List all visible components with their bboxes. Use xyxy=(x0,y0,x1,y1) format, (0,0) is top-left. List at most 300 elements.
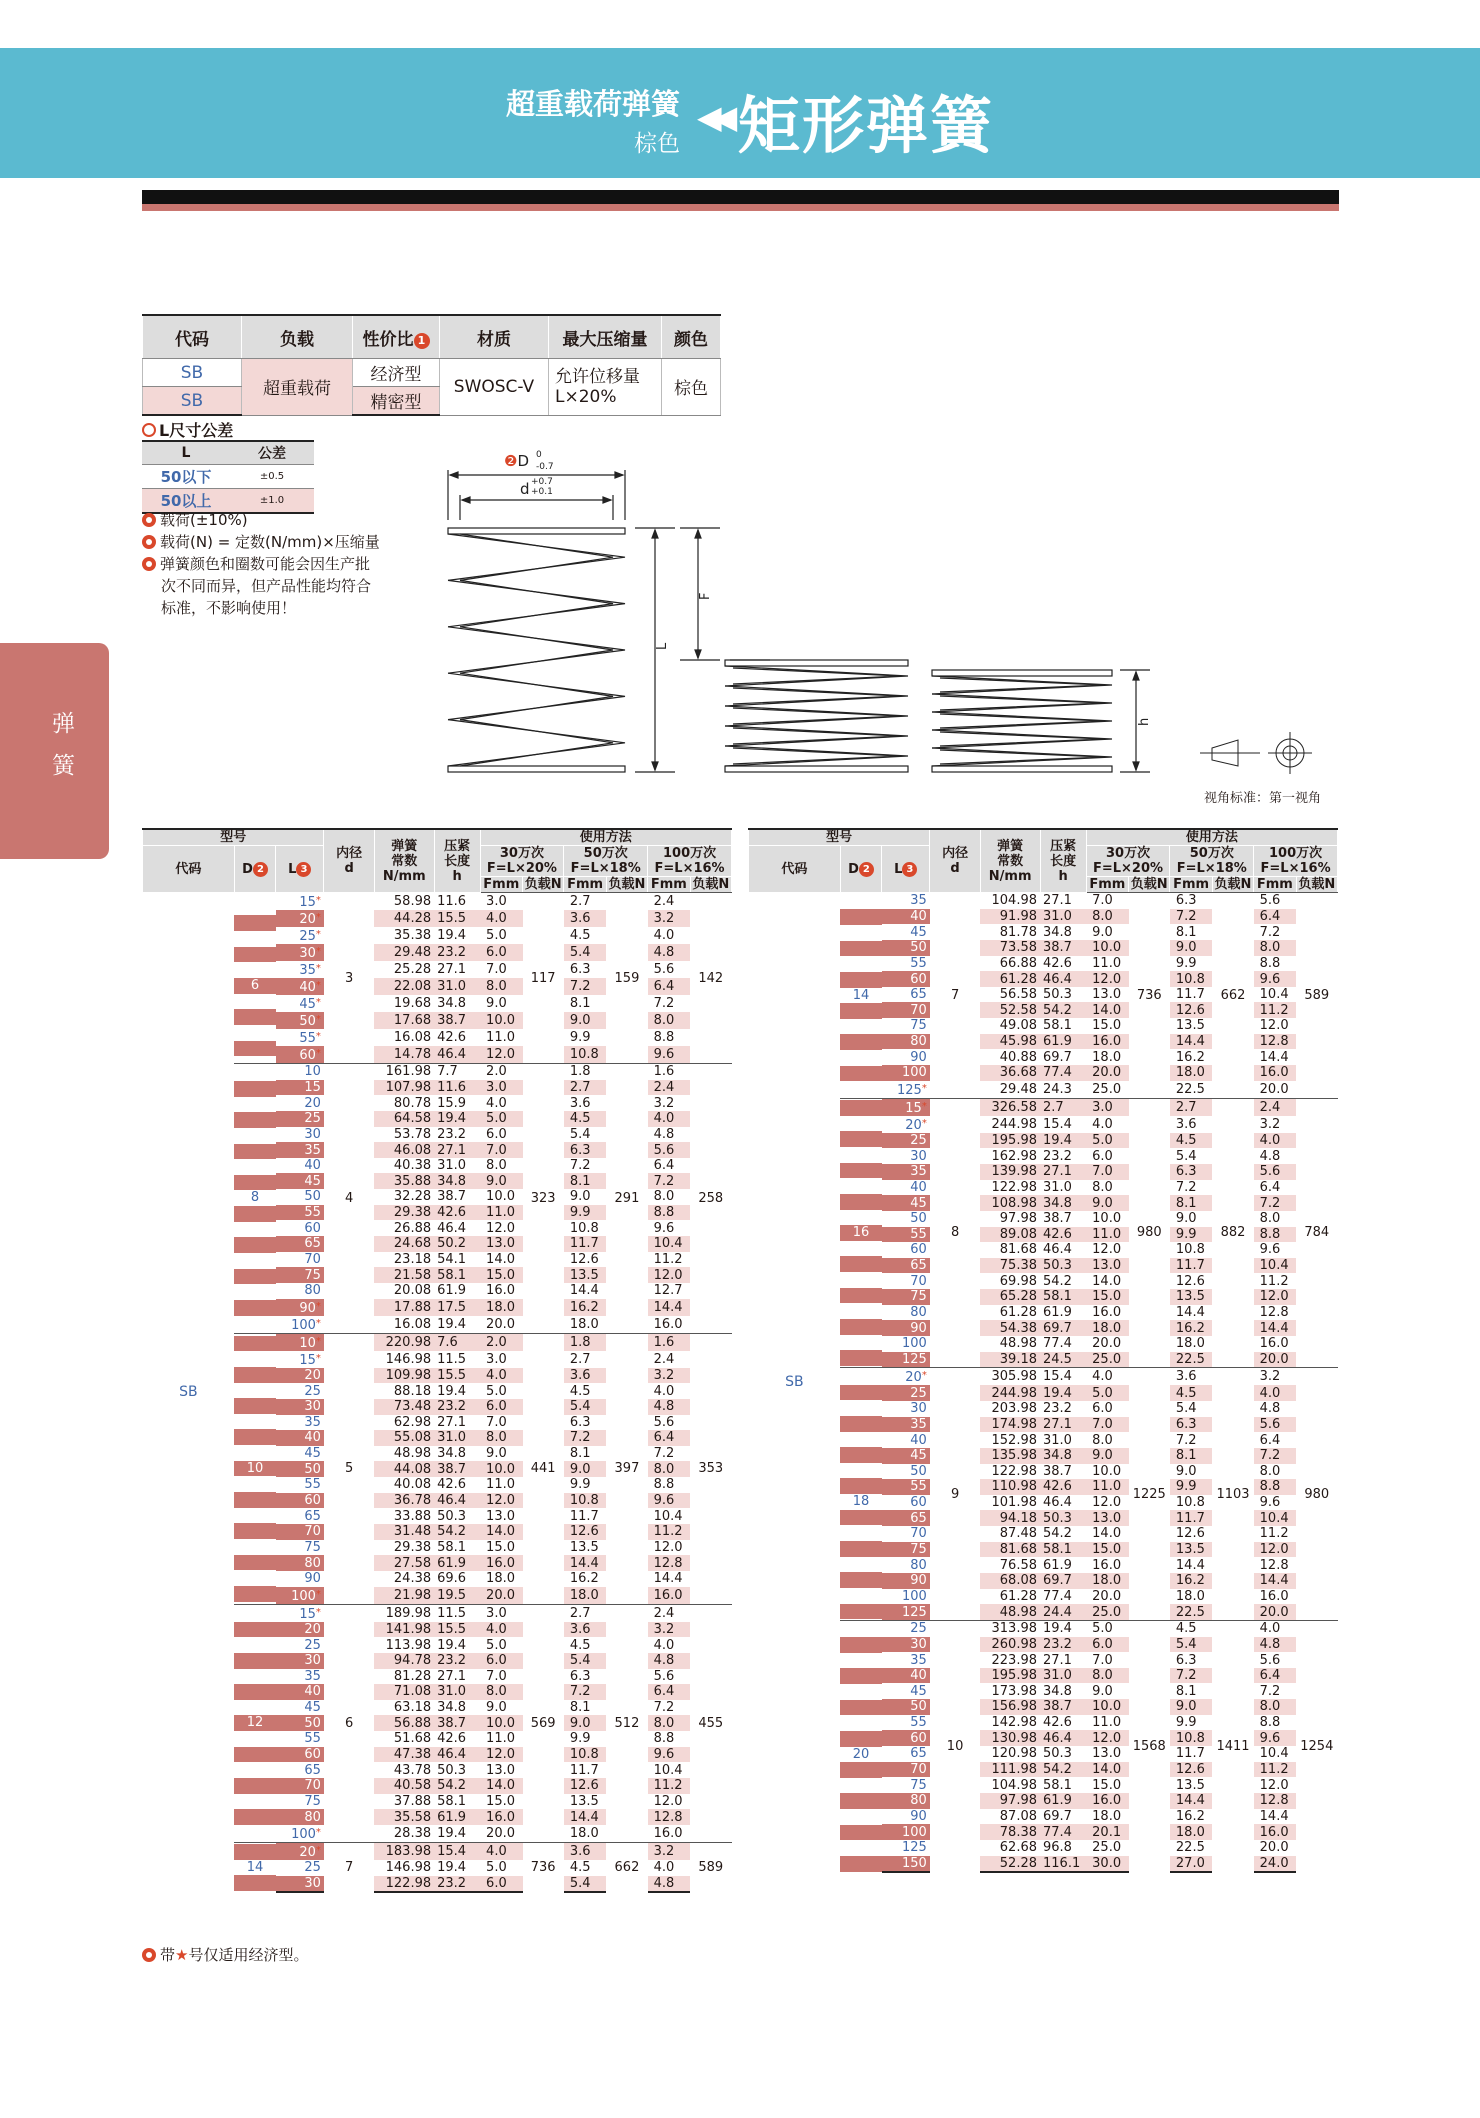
cell-fmm-300k: 13.0 xyxy=(480,1236,522,1252)
cell-L: 65 xyxy=(882,1258,930,1274)
cell-fmm-1m: 6.4 xyxy=(653,1158,675,1174)
cell-fmm-300k: 2.0 xyxy=(480,1064,522,1080)
spring-coil-line xyxy=(448,534,625,580)
cell-load-500k: 1103 xyxy=(1212,1368,1253,1621)
cell-compressed: 46.4 xyxy=(1043,1242,1072,1258)
cell-fmm-300k: 25.0 xyxy=(1092,1840,1122,1856)
cell-compressed: 46.4 xyxy=(437,1220,467,1236)
cell-fmm-300k: 6.0 xyxy=(486,1126,507,1142)
th-fmm: Fmm xyxy=(1170,877,1212,893)
cell-fmm-500k: 16.2 xyxy=(564,1299,606,1316)
cell-fmm-1m: 4.0 xyxy=(653,1383,675,1399)
cell-L: 25 xyxy=(882,1133,930,1149)
cell-L: 15* xyxy=(276,893,324,911)
cell-fmm-500k: 9.9 xyxy=(1170,1479,1212,1495)
th-compressed-length: 压紧 长度 h xyxy=(1040,829,1086,893)
cell-fmm-1m: 10.4 xyxy=(1259,987,1289,1003)
drawing-F-label: F xyxy=(698,592,713,600)
badge-1-icon: 1 xyxy=(414,333,430,349)
cell-fmm-500k: 9.9 xyxy=(1175,1715,1197,1731)
cell-load-500k: 397 xyxy=(606,1333,647,1604)
cell-L: 35 xyxy=(882,893,930,909)
cell-constant: 122.98 xyxy=(991,1179,1037,1195)
cell-fmm-500k: 16.2 xyxy=(1175,1808,1205,1824)
cell-fmm-1m: 16.0 xyxy=(1254,1824,1296,1840)
cell-load-300k: 736 xyxy=(1129,893,1170,1099)
cell-L: 15 xyxy=(276,1080,324,1096)
cell-fmm-1m: 16.0 xyxy=(653,1316,683,1332)
cell-fmm-500k: 18.0 xyxy=(1170,1824,1212,1840)
cell-compressed: 69.7 xyxy=(1043,1049,1072,1065)
cell-fmm-300k: 13.0 xyxy=(1092,987,1122,1003)
cell-L: 70 xyxy=(882,1002,930,1018)
cell-fmm-1m: 12.8 xyxy=(1254,1793,1296,1809)
cell-compressed: 15.5 xyxy=(434,910,480,927)
cell-fmm-1m: 10.4 xyxy=(1254,1258,1296,1274)
cell-fmm-1m: 6.4 xyxy=(1259,1179,1281,1195)
drawing-d-tol-bot: +0.1 xyxy=(531,487,553,497)
th-inner: 内径 d xyxy=(930,829,981,893)
cell-fmm-300k: 3.0 xyxy=(480,893,522,911)
cell-L: 50 xyxy=(276,1461,324,1477)
cell-fmm-500k: 13.5 xyxy=(1170,1289,1212,1305)
cell-constant: 61.28 xyxy=(980,971,1040,987)
cell-load-1m: 980 xyxy=(1296,1368,1337,1621)
cell-L: 70 xyxy=(910,1273,927,1289)
th-L: L 3 xyxy=(276,846,324,893)
cell-fmm-300k: 4.0 xyxy=(480,1368,522,1384)
cell-L: 80 xyxy=(882,1034,930,1050)
cell-compressed: 50.3 xyxy=(1043,987,1072,1003)
cell-fmm-300k: 12.0 xyxy=(480,1493,522,1509)
header-subtitle-2: 棕色 xyxy=(634,131,680,157)
view-standard: 视角标准：第一视角 xyxy=(1204,791,1322,806)
cell-constant: 56.58 xyxy=(999,987,1037,1003)
cell-L: 20* xyxy=(882,1368,930,1386)
cell-compressed: 34.8 xyxy=(1040,1195,1086,1211)
spring-coil-line xyxy=(460,673,613,719)
cell-fmm-300k: 18.0 xyxy=(486,1571,515,1587)
spring-coil-line xyxy=(460,534,613,580)
cell-fmm-500k: 18.0 xyxy=(564,1587,606,1605)
cell-fmm-500k: 8.1 xyxy=(1175,924,1197,940)
cell-compressed: 24.3 xyxy=(1043,1081,1072,1097)
cell-constant: 65.28 xyxy=(980,1289,1040,1305)
cell-compressed: 19.4 xyxy=(437,928,467,943)
cell-fmm-1m: 11.2 xyxy=(648,1524,690,1540)
cell-fmm-1m: 8.0 xyxy=(648,1012,690,1029)
cell-fmm-300k: 8.0 xyxy=(480,978,522,995)
cell-fmm-300k: 4.0 xyxy=(480,1622,522,1638)
cell-fmm-300k: 9.0 xyxy=(1092,1683,1113,1699)
cell-L: 35 xyxy=(910,1652,927,1668)
cell-compressed: 42.6 xyxy=(437,1030,467,1045)
cell-fmm-500k: 8.1 xyxy=(569,1446,591,1462)
cell-fmm-300k: 4.0 xyxy=(486,1095,507,1111)
spec-color: 棕色 xyxy=(662,359,721,416)
cell-fmm-300k: 14.0 xyxy=(1086,1002,1128,1018)
cell-fmm-1m: 5.6 xyxy=(1259,1652,1281,1668)
cell-fmm-300k: 10.0 xyxy=(480,1461,522,1477)
cell-fmm-1m: 2.4 xyxy=(1254,1098,1296,1116)
cell-fmm-300k: 12.0 xyxy=(1086,971,1128,987)
cell-constant: 36.68 xyxy=(980,1065,1040,1081)
cell-constant: 21.58 xyxy=(374,1267,434,1283)
cell-fmm-300k: 6.0 xyxy=(1092,1148,1113,1164)
cell-compressed: 58.1 xyxy=(1043,1777,1072,1793)
cell-fmm-500k: 5.4 xyxy=(1175,1401,1197,1417)
cell-load-1m: 589 xyxy=(690,1842,731,1892)
cell-fmm-500k: 13.5 xyxy=(569,1539,599,1555)
cell-fmm-300k: 7.0 xyxy=(1086,1164,1128,1180)
header-subtitle-1: 超重载荷弹簧 xyxy=(505,87,680,121)
cell-D: 14 xyxy=(234,1842,275,1892)
cell-fmm-1m: 1.6 xyxy=(648,1064,690,1080)
cell-fmm-300k: 12.0 xyxy=(1092,1495,1122,1511)
th-load: 负载N xyxy=(523,877,564,893)
cell-fmm-1m: 16.0 xyxy=(1259,1336,1289,1352)
cell-compressed: 69.6 xyxy=(437,1571,467,1587)
cell-L: 100 xyxy=(882,1824,930,1840)
th-300k: 30万次 F=L×20% xyxy=(480,846,564,877)
cell-fmm-1m: 12.0 xyxy=(1254,1289,1296,1305)
cell-fmm-500k: 2.7 xyxy=(564,1604,606,1622)
cell-compressed: 31.0 xyxy=(434,1684,480,1700)
cell-L: 150 xyxy=(882,1856,930,1873)
cell-L: 55* xyxy=(299,1031,321,1046)
side-tab xyxy=(0,643,109,859)
cell-compressed: 50.3 xyxy=(1040,1510,1086,1526)
cell-fmm-500k: 8.1 xyxy=(1175,1683,1197,1699)
cell-fmm-500k: 9.9 xyxy=(569,1477,591,1493)
cell-compressed: 31.0 xyxy=(434,1430,480,1446)
cell-constant: 25.28 xyxy=(393,962,432,977)
tolerance-table xyxy=(142,440,314,514)
cell-constant: 104.98 xyxy=(980,893,1040,909)
cell-compressed: 58.1 xyxy=(437,1539,467,1555)
footnote xyxy=(142,1944,308,1965)
cell-fmm-500k: 10.8 xyxy=(564,1493,606,1509)
cell-fmm-300k: 16.0 xyxy=(1092,1305,1122,1321)
cell-fmm-300k: 13.0 xyxy=(486,1762,515,1778)
cell-fmm-300k: 16.0 xyxy=(486,1283,515,1299)
cell-L: 75 xyxy=(910,1777,927,1793)
cell-compressed: 46.4 xyxy=(434,1046,480,1064)
cell-compressed: 77.4 xyxy=(1043,1588,1072,1604)
cell-fmm-500k: 6.3 xyxy=(1170,893,1212,909)
th-inner: 内径 d xyxy=(324,829,375,893)
cell-fmm-1m: 10.4 xyxy=(653,1508,683,1524)
cell-L: 90 xyxy=(304,1571,321,1587)
spec-table xyxy=(142,314,721,416)
cell-fmm-300k: 15.0 xyxy=(480,1267,522,1283)
cell-fmm-1m: 8.0 xyxy=(648,1715,690,1731)
cell-L: 125 xyxy=(882,1604,930,1620)
cell-L: 125 xyxy=(882,1352,930,1368)
cell-L: 30 xyxy=(304,1126,321,1142)
cell-fmm-500k: 9.0 xyxy=(1170,1699,1212,1715)
cell-fmm-1m: 4.0 xyxy=(1254,1133,1296,1149)
cell-fmm-1m: 6.4 xyxy=(1254,909,1296,925)
cell-load-1m: 142 xyxy=(690,893,731,1064)
cell-constant: 107.98 xyxy=(374,1080,434,1096)
cell-constant: 174.98 xyxy=(980,1417,1040,1433)
cell-fmm-1m: 11.2 xyxy=(1254,1762,1296,1778)
cell-compressed: 19.4 xyxy=(437,1860,467,1876)
cell-fmm-300k: 11.0 xyxy=(1086,1227,1128,1243)
cell-constant: 91.98 xyxy=(980,909,1040,925)
bullet-icon xyxy=(142,557,156,571)
cell-compressed: 61.9 xyxy=(1040,1793,1086,1809)
th-load: 负载N xyxy=(606,877,647,893)
cell-L: 80 xyxy=(276,1555,324,1571)
cell-fmm-300k: 10.0 xyxy=(480,1715,522,1731)
cell-fmm-300k: 16.0 xyxy=(480,1555,522,1571)
cell-load-1m: 1254 xyxy=(1296,1620,1337,1872)
cell-compressed: 69.7 xyxy=(1040,1320,1086,1336)
cell-L: 25* xyxy=(299,929,321,944)
cell-fmm-500k: 3.6 xyxy=(564,1622,606,1638)
cell-fmm-300k: 5.0 xyxy=(486,1637,507,1653)
cell-L: 10* xyxy=(276,1333,324,1351)
cell-fmm-300k: 7.0 xyxy=(486,1668,507,1684)
cell-L: 45 xyxy=(276,1173,324,1189)
cell-compressed: 19.4 xyxy=(1040,1133,1086,1149)
table-row xyxy=(749,893,1338,909)
cell-L: 100* xyxy=(276,1587,324,1605)
cell-constant: 94.18 xyxy=(980,1510,1040,1526)
cell-L: 40 xyxy=(276,1430,324,1446)
cell-constant: 63.18 xyxy=(393,1700,432,1716)
cell-fmm-300k: 14.0 xyxy=(1086,1762,1128,1778)
cell-fmm-500k: 13.5 xyxy=(1175,1777,1205,1793)
cell-fmm-500k: 2.7 xyxy=(564,1080,606,1096)
cell-fmm-300k: 9.0 xyxy=(1092,924,1113,940)
cell-fmm-500k: 8.1 xyxy=(569,996,591,1011)
cell-constant: 260.98 xyxy=(980,1637,1040,1653)
cell-constant: 111.98 xyxy=(980,1762,1040,1778)
cell-compressed: 38.7 xyxy=(1043,1463,1072,1479)
cell-compressed: 19.4 xyxy=(1040,1385,1086,1401)
cell-fmm-500k: 8.1 xyxy=(569,1700,591,1716)
cell-fmm-500k: 2.7 xyxy=(1170,1098,1212,1116)
cell-D: 6 xyxy=(234,893,275,1064)
cell-L: 55 xyxy=(882,1479,930,1495)
cell-fmm-300k: 9.0 xyxy=(1086,1195,1128,1211)
cell-fmm-500k: 8.1 xyxy=(564,1173,606,1189)
cell-L: 20* xyxy=(276,910,324,927)
cell-constant: 108.98 xyxy=(980,1195,1040,1211)
cell-fmm-1m: 16.0 xyxy=(1259,1588,1289,1604)
cell-fmm-500k: 12.6 xyxy=(569,1252,599,1267)
cell-L: 40 xyxy=(276,1684,324,1700)
cell-constant: 22.08 xyxy=(374,978,434,995)
cell-L: 60 xyxy=(882,971,930,987)
cell-fmm-300k: 11.0 xyxy=(486,1477,515,1493)
cell-compressed: 42.6 xyxy=(1043,1715,1072,1731)
cell-constant: 44.28 xyxy=(374,910,434,927)
th-load: 负载N xyxy=(1129,877,1170,893)
cell-fmm-1m: 12.8 xyxy=(1259,1305,1289,1321)
cell-fmm-1m: 12.8 xyxy=(648,1555,690,1571)
spec-load: 超重载荷 xyxy=(242,359,353,416)
spring-coil-line xyxy=(448,627,625,673)
cell-compressed: 58.1 xyxy=(1040,1542,1086,1558)
cell-compressed: 50.3 xyxy=(1040,1258,1086,1274)
cell-L: 40 xyxy=(910,1432,927,1448)
cell-compressed: 38.7 xyxy=(434,1461,480,1477)
drawing-L-label: L xyxy=(655,642,670,650)
cell-fmm-1m: 3.2 xyxy=(653,1095,675,1111)
cell-compressed: 38.7 xyxy=(437,1189,467,1205)
cell-compressed: 54.2 xyxy=(1040,1002,1086,1018)
cell-fmm-500k: 9.9 xyxy=(1175,955,1197,971)
cell-L: 30 xyxy=(882,1637,930,1653)
cell-fmm-1m: 12.0 xyxy=(648,1267,690,1283)
cell-fmm-500k: 5.4 xyxy=(569,1126,591,1142)
cell-fmm-300k: 30.0 xyxy=(1086,1856,1128,1873)
cell-fmm-300k: 10.0 xyxy=(1086,1699,1128,1715)
cell-constant: 29.38 xyxy=(374,1205,434,1221)
tolerance-row-1-l: 50以下 xyxy=(142,465,230,489)
cell-fmm-500k: 18.0 xyxy=(1175,1588,1205,1604)
drawing-D-tol-top: 0 xyxy=(536,450,542,460)
cell-fmm-1m: 8.8 xyxy=(1254,1479,1296,1495)
cell-fmm-1m: 9.6 xyxy=(653,1220,675,1236)
cell-fmm-500k: 11.7 xyxy=(1175,987,1205,1003)
cell-fmm-500k: 10.8 xyxy=(564,1046,606,1064)
cell-fmm-1m: 12.7 xyxy=(653,1283,683,1299)
cell-constant: 152.98 xyxy=(991,1432,1037,1448)
cell-L: 55 xyxy=(910,1715,927,1731)
cell-fmm-300k: 15.0 xyxy=(486,1793,515,1809)
cell-compressed: 69.7 xyxy=(1043,1808,1072,1824)
th-500k: 50万次 F=L×18% xyxy=(564,846,648,877)
cell-L: 45 xyxy=(910,924,927,940)
cell-fmm-300k: 11.0 xyxy=(480,1205,522,1221)
cell-compressed: 50.3 xyxy=(437,1762,467,1778)
cell-fmm-1m: 14.4 xyxy=(648,1299,690,1316)
cell-fmm-500k: 9.0 xyxy=(564,1461,606,1477)
cell-fmm-1m: 16.0 xyxy=(648,1587,690,1605)
cell-constant: 101.98 xyxy=(991,1495,1037,1511)
drawing-d-label: d xyxy=(520,480,530,498)
cell-L: 60 xyxy=(304,1220,321,1236)
cell-fmm-300k: 9.0 xyxy=(486,1700,507,1716)
cell-fmm-300k: 5.0 xyxy=(486,1860,507,1876)
tolerance-title-text: L尺寸公差 xyxy=(159,421,234,440)
cell-compressed: 31.0 xyxy=(1043,1432,1072,1448)
cell-fmm-500k: 11.7 xyxy=(1170,1258,1212,1274)
cell-fmm-300k: 11.0 xyxy=(486,1030,515,1045)
cell-constant: 62.68 xyxy=(999,1840,1037,1856)
cell-L: 90 xyxy=(910,1049,927,1065)
cell-compressed: 15.4 xyxy=(1040,1368,1086,1386)
cell-compressed: 50.2 xyxy=(434,1236,480,1252)
cell-fmm-500k: 6.3 xyxy=(564,1142,606,1158)
cell-constant: 195.98 xyxy=(980,1668,1040,1684)
th-fmm: Fmm xyxy=(1086,877,1128,893)
cell-compressed: 15.5 xyxy=(434,1368,480,1384)
cell-fmm-1m: 8.8 xyxy=(653,1731,675,1747)
cell-L: 60 xyxy=(910,1242,927,1258)
cell-constant: 17.68 xyxy=(374,1012,434,1029)
cell-compressed: 54.1 xyxy=(437,1252,467,1267)
cell-fmm-1m: 4.8 xyxy=(1259,1148,1281,1164)
cell-compressed: 23.2 xyxy=(1043,1401,1072,1417)
cell-fmm-300k: 20.0 xyxy=(480,1587,522,1605)
cell-fmm-300k: 3.0 xyxy=(486,1351,507,1367)
cell-fmm-300k: 20.1 xyxy=(1086,1824,1128,1840)
cell-fmm-1m: 14.4 xyxy=(1259,1808,1289,1824)
cell-compressed: 61.9 xyxy=(1043,1305,1072,1321)
cell-fmm-1m: 12.0 xyxy=(653,1539,683,1555)
cell-fmm-1m: 3.2 xyxy=(648,1842,690,1860)
cell-compressed: 34.8 xyxy=(1040,1448,1086,1464)
cell-fmm-500k: 13.5 xyxy=(564,1267,606,1283)
cell-load-500k: 159 xyxy=(606,893,647,1064)
cell-L: 30 xyxy=(276,1399,324,1415)
cell-constant: 162.98 xyxy=(991,1148,1037,1164)
cell-fmm-500k: 10.8 xyxy=(1175,1495,1205,1511)
cell-L: 10 xyxy=(276,1064,324,1080)
cell-L: 100 xyxy=(902,1336,927,1352)
th-usage: 使用方法 xyxy=(1086,829,1337,846)
header-banner xyxy=(0,48,1480,178)
cell-constant: 47.38 xyxy=(374,1747,434,1763)
cell-constant: 29.48 xyxy=(374,944,434,961)
cell-L: 90 xyxy=(882,1320,930,1336)
cell-fmm-1m: 3.2 xyxy=(648,1368,690,1384)
cell-constant: 80.78 xyxy=(393,1095,432,1111)
cell-compressed: 61.9 xyxy=(1043,1557,1072,1573)
cell-constant: 32.28 xyxy=(393,1189,432,1205)
cell-compressed: 31.0 xyxy=(1040,909,1086,925)
cell-compressed: 23.2 xyxy=(434,1876,480,1893)
cell-fmm-500k: 14.4 xyxy=(564,1555,606,1571)
star-icon: ★ xyxy=(175,1946,189,1964)
cell-fmm-1m: 1.6 xyxy=(648,1333,690,1351)
cell-compressed: 31.0 xyxy=(1040,1668,1086,1684)
cell-fmm-500k: 3.6 xyxy=(564,1842,606,1860)
cell-constant: 66.88 xyxy=(999,955,1037,971)
cell-constant: 81.28 xyxy=(393,1668,432,1684)
cell-compressed: 42.6 xyxy=(1040,1227,1086,1243)
cell-fmm-500k: 10.8 xyxy=(1170,971,1212,987)
cell-fmm-500k: 4.5 xyxy=(569,1860,591,1876)
cell-fmm-500k: 6.3 xyxy=(1170,1417,1212,1433)
cell-fmm-500k: 22.5 xyxy=(1175,1081,1205,1097)
cell-fmm-300k: 7.0 xyxy=(486,1414,507,1430)
cell-constant: 78.38 xyxy=(980,1824,1040,1840)
cell-fmm-300k: 18.0 xyxy=(1092,1049,1122,1065)
cell-L: 60* xyxy=(276,1046,324,1064)
cell-constant: 130.98 xyxy=(980,1730,1040,1746)
note-2-text: 载荷(N) = 定数(N/mm)×压缩量 xyxy=(160,533,380,551)
cell-L: 40 xyxy=(882,909,930,925)
cell-fmm-500k: 12.6 xyxy=(564,1778,606,1794)
cell-L: 25 xyxy=(304,1860,321,1876)
th-fmm: Fmm xyxy=(1254,877,1296,893)
th-fmm: Fmm xyxy=(480,877,522,893)
cell-L: 65 xyxy=(910,1746,927,1762)
cell-constant: 122.98 xyxy=(991,1463,1037,1479)
cell-code: SB xyxy=(143,893,235,1893)
double-left-arrow-icon: ◀◀ xyxy=(697,98,729,136)
th-code: 代码 xyxy=(749,846,841,893)
cell-load-300k: 323 xyxy=(523,1064,564,1334)
footnote-before: 带 xyxy=(160,1946,176,1964)
